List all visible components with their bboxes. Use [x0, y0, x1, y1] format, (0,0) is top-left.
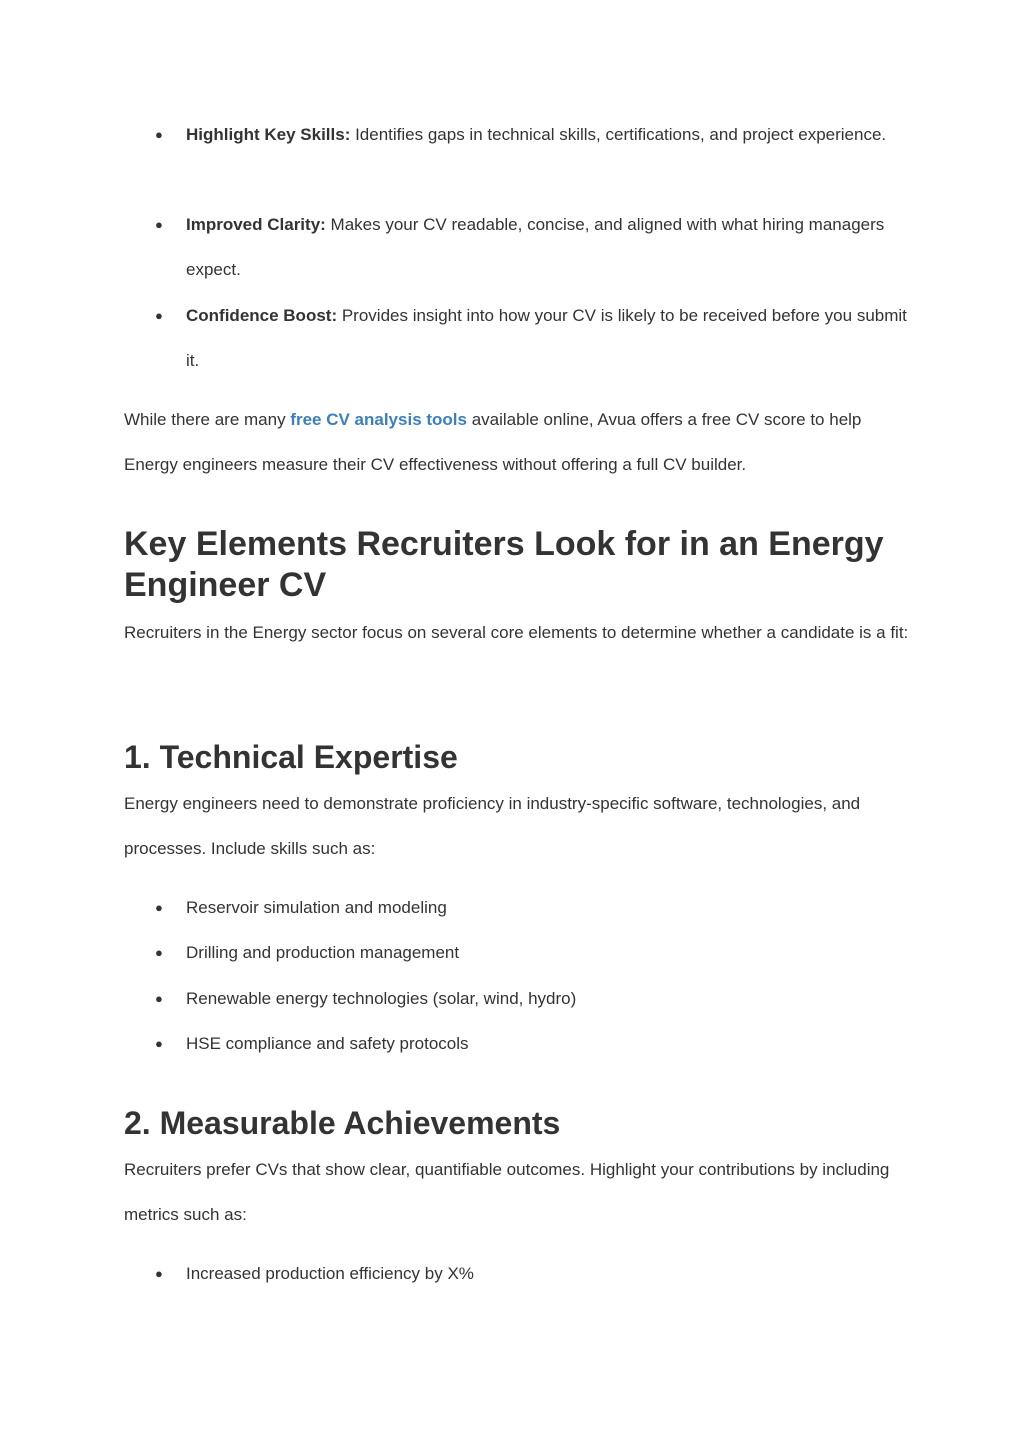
list-item: Increased production efficiency by X%: [186, 1264, 474, 1283]
intro-text: While there are many: [124, 410, 291, 429]
benefit-text: Makes your CV readable, concise, and aligned with what hiring managers expect.: [186, 215, 885, 279]
list-item: HSE compliance and safety protocols: [186, 1034, 469, 1053]
benefit-text: Provides insight into how your CV is likely to be received before you submit it.: [186, 306, 907, 370]
bullet-icon: ●: [155, 217, 163, 232]
subsection-heading: 2. Measurable Achievements: [124, 1105, 561, 1141]
benefit-label: Confidence Boost:: [186, 306, 338, 325]
bullet-icon: ●: [155, 900, 163, 915]
list-item: Reservoir simulation and modeling: [186, 898, 447, 917]
benefit-label: Improved Clarity:: [186, 215, 326, 234]
benefit-item: [186, 293, 908, 383]
subsection-paragraph: Recruiters prefer CVs that show clear, quantifiable outcomes. Highlight your contributions by including metrics such as:: [124, 1160, 890, 1224]
bullet-icon: ●: [155, 1266, 163, 1281]
section-paragraph: Recruiters in the Energy sector focus on several core elements to determine whether a candidate is a fit:: [124, 623, 909, 642]
benefit-label: Highlight Key Skills:: [186, 125, 351, 144]
bullet-icon: ●: [155, 945, 163, 960]
list-item: Renewable energy technologies (solar, wind, hydro): [186, 989, 577, 1008]
subsection-paragraph: Energy engineers need to demonstrate proficiency in industry-specific software, technologies, and processes. Include skills such as:: [124, 794, 861, 858]
bullet-icon: ●: [155, 308, 163, 323]
benefit-item: [186, 112, 908, 157]
benefit-text: Identifies gaps in technical skills, certifications, and project experience.: [350, 125, 887, 144]
bullet-icon: ●: [155, 991, 163, 1006]
section-heading: Key Elements Recruiters Look for in an Energy Engineer CV: [124, 525, 884, 604]
subsection-heading: 1. Technical Expertise: [124, 739, 458, 775]
cv-tools-link[interactable]: free CV analysis tools: [290, 410, 467, 429]
bullet-icon: ●: [155, 127, 163, 142]
benefit-item: [186, 202, 908, 292]
intro-text: available online, Avua offers a free CV score to help Energy engineers measure their CV effectiveness without offering a full CV builder.: [124, 410, 862, 474]
list-item: Drilling and production management: [186, 943, 460, 962]
bullet-icon: ●: [155, 1036, 163, 1051]
intro-paragraph: [124, 397, 914, 487]
